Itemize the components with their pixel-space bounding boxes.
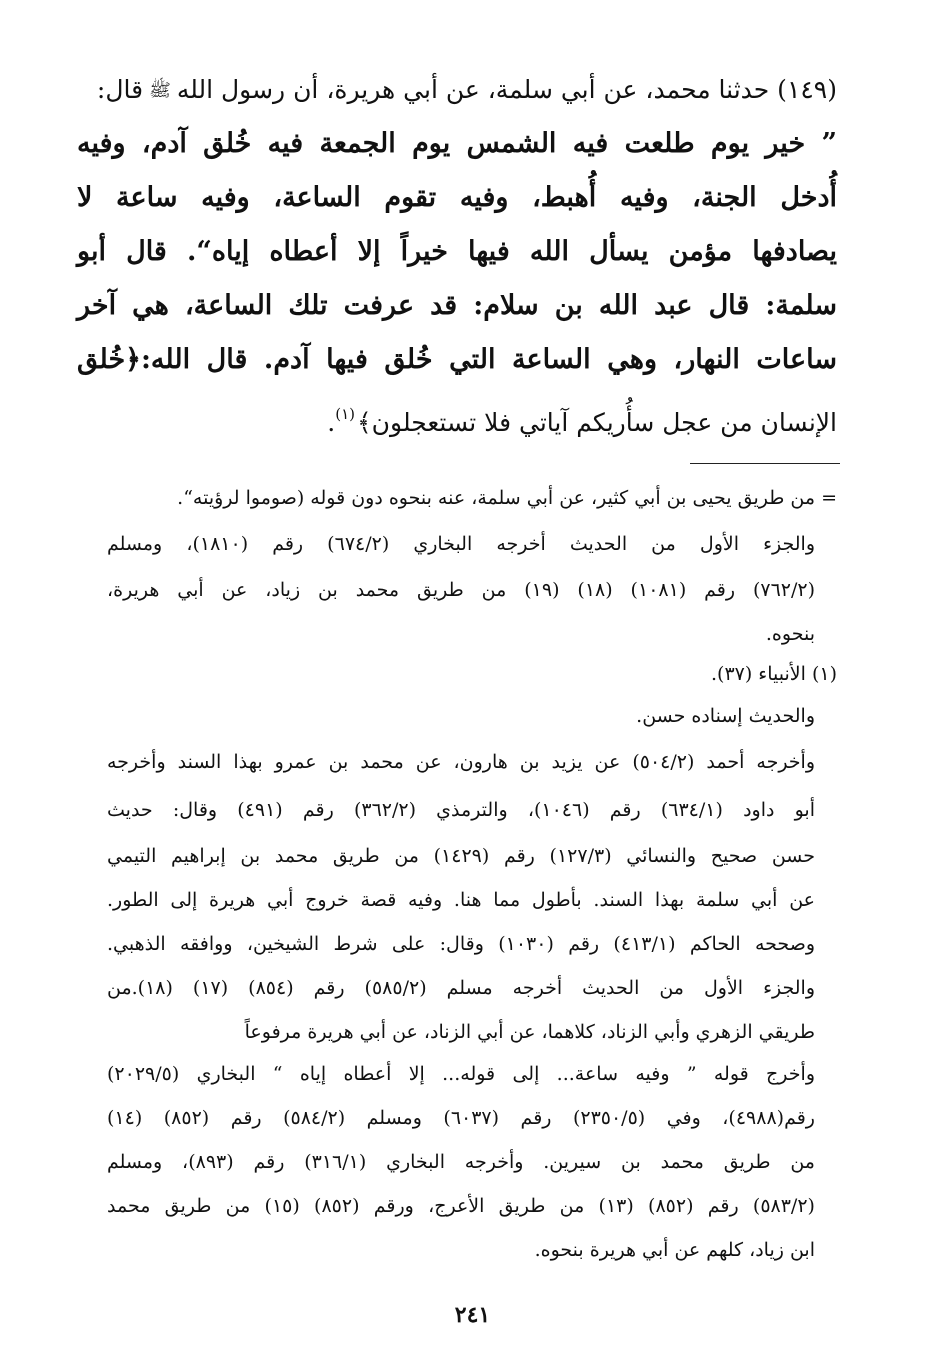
hadith-final-line xyxy=(77,396,837,441)
footnote-line: والجزء الأول من الحديث أخرجه مسلم (٥٨٥/٢) رقم (٨٥٤) (١٧) (١٨).من xyxy=(107,977,815,999)
quran-verse-text: الإنسان من عجل سأُريكم آياتي فلا تستعجلون﴾ xyxy=(357,408,837,437)
footnote-line: بنحوه. xyxy=(765,623,815,645)
footnote-line: (٧٦٢/٢) رقم (١٠٨١) (١٨) (١٩) من طريق محمد بن زياد، عن أبي هريرة، xyxy=(107,579,816,601)
footnote-line: ابن زياد، كلهم عن أبي هريرة بنحوه. xyxy=(534,1239,815,1261)
footnote-line: وصححه الحاكم (٤١٣/١) رقم (١٠٣٠) وقال: على شرط الشيخين، ووافقه الذهبي. xyxy=(107,933,816,955)
footnote-line: وأخرج قوله ” وفيه ساعة... إلى قوله... إلا أعطاه إياه “ البخاري (٢٠٢٩/٥) xyxy=(107,1063,815,1085)
footnote-line: رقم(٤٩٨٨)، وفي (٢٣٥٠/٥) رقم (٦٠٣٧) ومسلم (٥٨٤/٢) رقم (٨٥٢) (١٤) xyxy=(107,1107,815,1129)
footnote-line: والجزء الأول من الحديث أخرجه البخاري (٦٧٤/٢) رقم (١٨١٠)، ومسلم xyxy=(107,533,816,555)
hadith-text-line: سلمة: قال عبد الله بن سلام: قد عرفت تلك الساعة، هي آخر xyxy=(77,290,837,321)
hadith-text-line: يصادفها مؤمن يسأل الله فيها خيراً إلا أعطاه إياه“. قال أبو xyxy=(77,236,837,267)
hadith-isnad-line xyxy=(77,72,837,109)
footnote-line: = من طريق يحيى بن أبي كثير، عن أبي سلمة، عنه بنحوه دون قوله (صوموا لرؤيته“. xyxy=(177,487,837,509)
hadith-text-line: ” خير يوم طلعت فيه الشمس يوم الجمعة فيه خُلق آدم، وفيه xyxy=(77,128,837,159)
footnote-reference: (١) xyxy=(335,405,356,423)
footnote-line: عن أبي سلمة بهذا السند. بأطول مما هنا. وفيه قصة خروج أبي هريرة إلى الطور. xyxy=(107,889,815,911)
footnote-line: والحديث إسناده حسن. xyxy=(636,705,815,727)
hadith-qala: قال: xyxy=(96,75,144,104)
footnote-line: طريقي الزهري وأبي الزناد، كلاهما، عن أبي الزناد، عن أبي هريرة مرفوعاً xyxy=(244,1021,815,1043)
salla-symbol: ﷺ xyxy=(149,80,171,101)
final-period: . xyxy=(327,408,336,437)
page-number: ٢٤١ xyxy=(454,1302,491,1328)
hadith-text-line: أُدخل الجنة، وفيه أُهبط، وفيه تقوم الساعة، وفيه ساعة لا xyxy=(77,182,837,213)
footnote-line: (٥٨٣/٢) رقم (٨٥٢) (١٣) من طريق الأعرج، ورقم (٨٥٢) (١٥) من طريق محمد xyxy=(107,1195,815,1217)
footnote-line: أبو داود (٦٣٤/١) رقم (١٠٤٦)، والترمذي (٣٦٢/٢) رقم (٤٩١) وقال: حديث xyxy=(107,799,815,821)
footnote-line: وأخرجه أحمد (٥٠٤/٢) عن يزيد بن هارون، عن محمد بن عمرو بهذا السند وأخرجه xyxy=(107,751,815,773)
hadith-text-line: ساعات النهار، وهي الساعة التي خُلق فيها آدم. قال الله:﴿خُلق xyxy=(77,344,837,375)
footnote-line: من طريق محمد بن سيرين. وأخرجه البخاري (٣١٦/١) رقم (٨٩٣)، ومسلم xyxy=(107,1151,815,1173)
separator-line xyxy=(690,463,840,464)
hadith-isnad-text: (١٤٩) حدثنا محمد، عن أبي سلمة، عن أبي هريرة، أن رسول الله xyxy=(176,75,837,104)
footnote-1-heading: (١) الأنبياء (٣٧). xyxy=(710,663,837,685)
footnote-line: حسن صحيح والنسائي (١٢٧/٣) رقم (١٤٢٩) من طريق محمد بن إبراهيم التيمي xyxy=(107,845,816,867)
